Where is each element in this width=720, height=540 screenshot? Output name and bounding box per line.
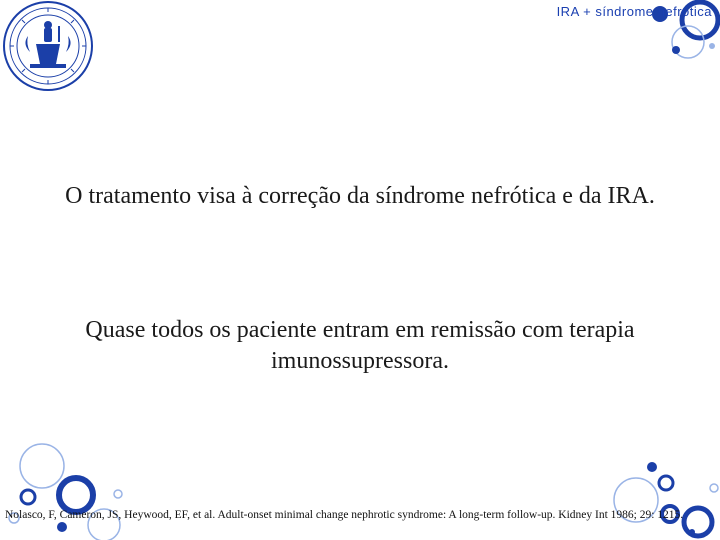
university-seal-icon: [0, 0, 98, 94]
reference-citation: Nolasco, F, Cameron, JS, Heywood, EF, et al. Adult-onset minimal change nephrotic syndrome: A long-term follow-up. Kidney Int 1986; 29: 1215.: [5, 509, 684, 521]
main-statement: O tratamento visa à correção da síndrome nefrótica e da IRA.: [65, 183, 655, 209]
secondary-statement: Quase todos os paciente entram em remissão com terapia imunossupressora.: [85, 317, 635, 374]
slide-header-title: IRA + síndrome nefrótica: [556, 4, 712, 19]
